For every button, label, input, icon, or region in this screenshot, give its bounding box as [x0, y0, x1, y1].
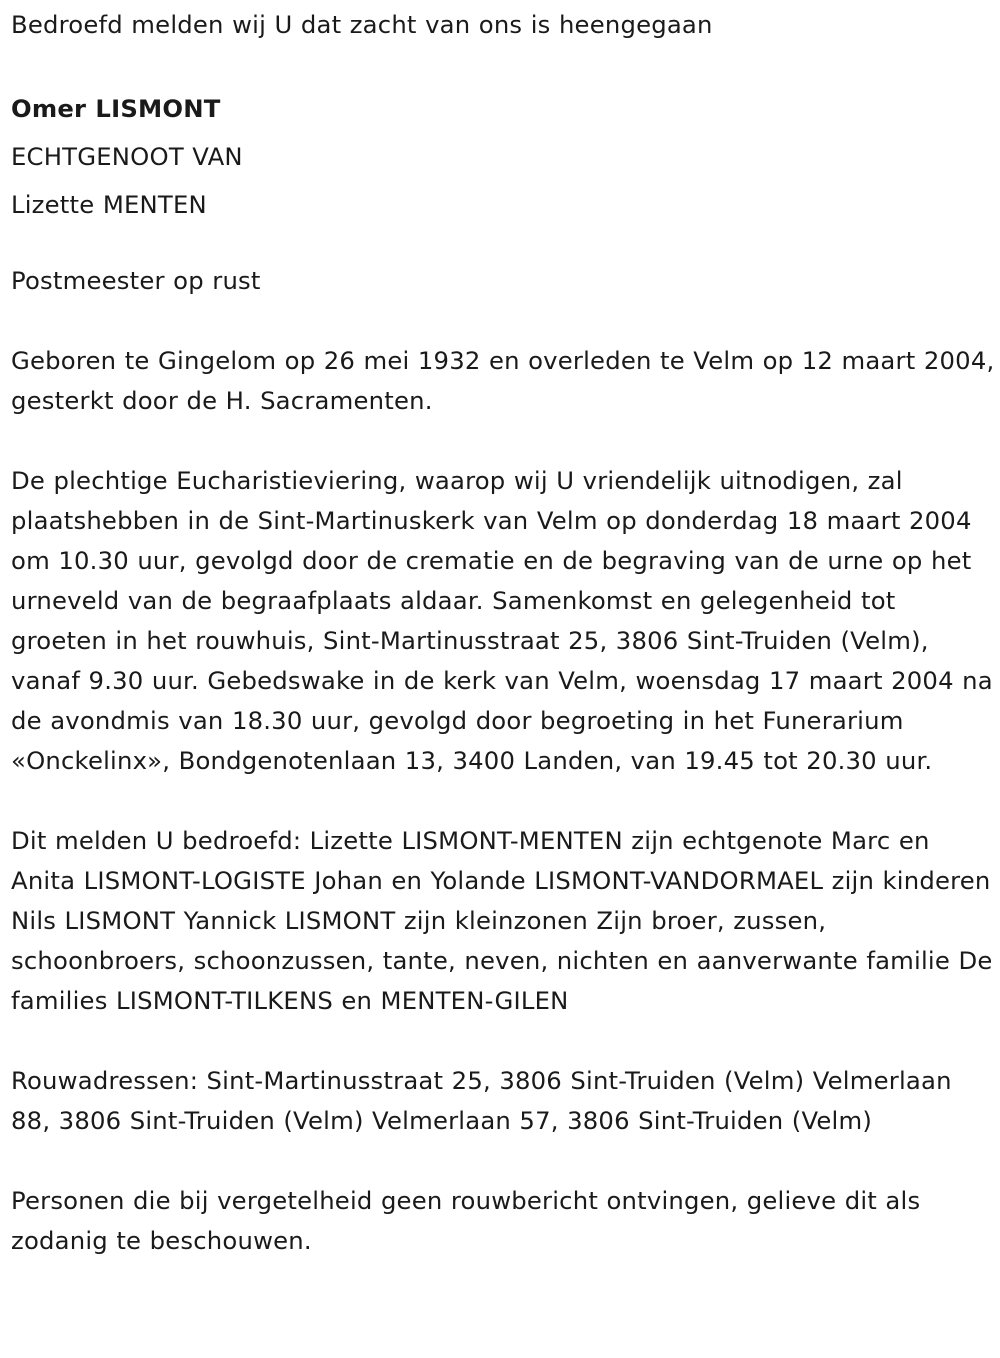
- relation-label: ECHTGENOOT VAN: [11, 142, 243, 171]
- deceased-name: Omer LISMONT: [11, 94, 221, 123]
- closing-text: Personen die bij vergetelheid geen rouwbericht ontvingen, gelieve dit als zodanig te beschouwen.: [11, 1186, 921, 1255]
- name-block: [11, 85, 995, 229]
- obituary-notice: [11, 0, 995, 1261]
- family-text: Dit melden U bedroefd: Lizette LISMONT-MENTEN zijn echtgenote Marc en Anita LISMONT-LOGISTE Johan en Yolande LISMONT-VANDORMAEL zijn kinderen Nils LISMONT Yannick LISMONT zijn kleinzonen Zijn broer, zussen, schoonbroers, schoonzussen, tante, neven, nichten en aanverwante familie De families LISMONT-TILKENS en MENTEN-GILEN: [11, 826, 993, 1015]
- intro-text: Bedroefd melden wij U dat zacht van ons is heengegaan: [11, 10, 713, 39]
- ceremony-text: De plechtige Eucharistieviering, waarop wij U vriendelijk uitnodigen, zal plaatshebben in de Sint-Martinuskerk van Velm op donderdag 18 maart 2004 om 10.30 uur, gevolgd door de crematie en de begraving van de urne op het urneveld van de begraafplaats aldaar. Samenkomst en gelegenheid tot groeten in het rouwhuis, Sint-Martinusstraat 25, 3806 Sint-Truiden (Velm), vanaf 9.30 uur. Gebedswake in de kerk van Velm, woensdag 17 maart 2004 na de avondmis van 18.30 uur, gevolgd door begroeting in het Funerarium «Onckelinx», Bondgenotenlaan 13, 3400 Landen, van 19.45 tot 20.30 uur.: [11, 466, 993, 775]
- birth-death-text: Geboren te Gingelom op 26 mei 1932 en overleden te Velm op 12 maart 2004, gesterkt door de H. Sacramenten.: [11, 346, 995, 415]
- spouse-name: Lizette MENTEN: [11, 190, 207, 219]
- addresses-text: Rouwadressen: Sint-Martinusstraat 25, 3806 Sint-Truiden (Velm) Velmerlaan 88, 3806 Sint-Truiden (Velm) Velmerlaan 57, 3806 Sint-Truiden (Velm): [11, 1066, 952, 1135]
- occupation-text: Postmeester op rust: [11, 266, 261, 295]
